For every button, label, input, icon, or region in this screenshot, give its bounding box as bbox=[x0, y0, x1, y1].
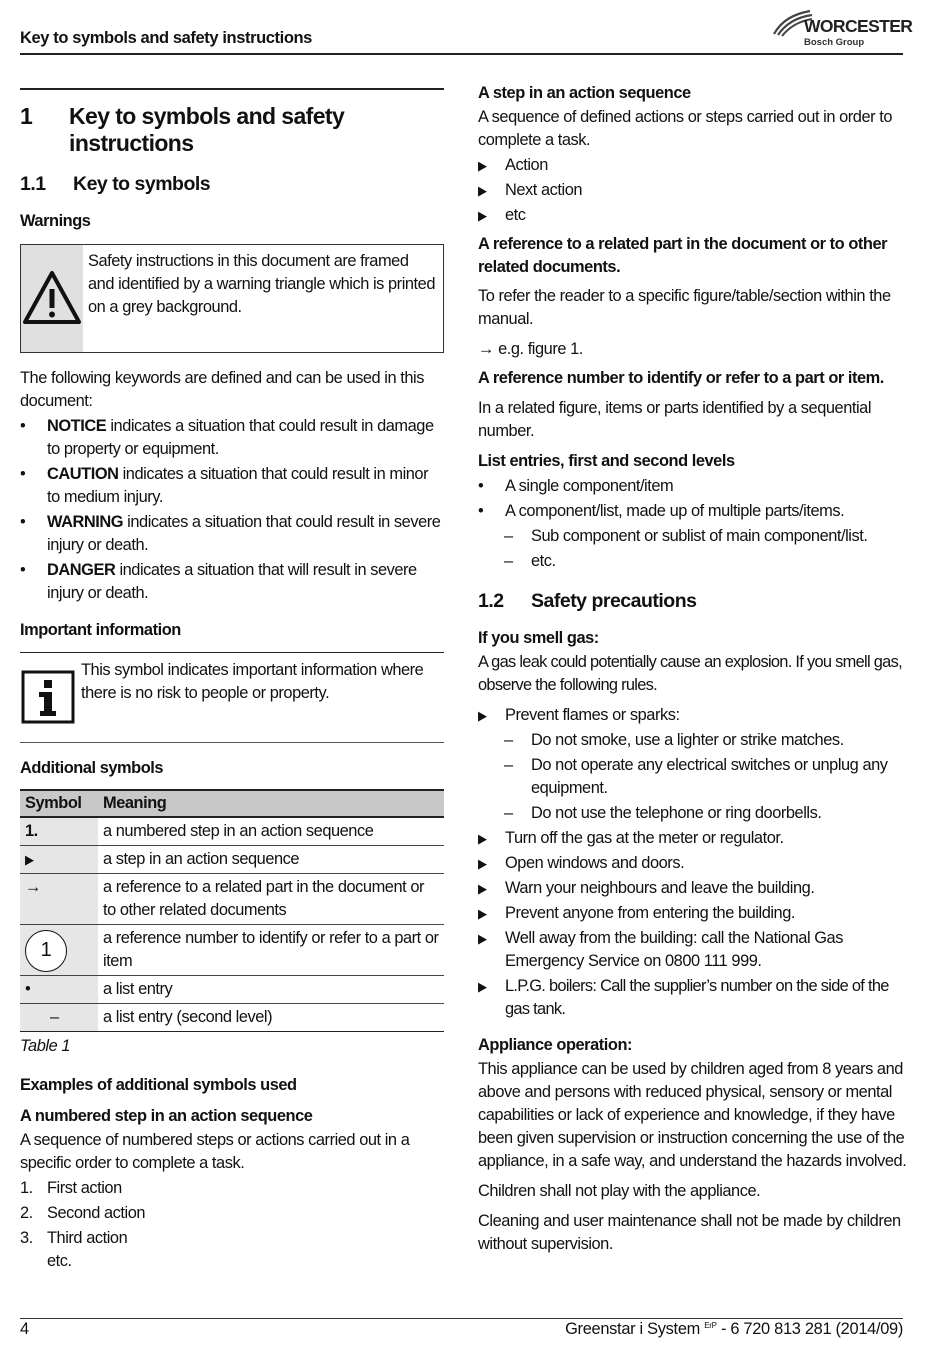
additional-symbols-heading: Additional symbols bbox=[20, 758, 164, 777]
running-header-title: Key to symbols and safety instructions bbox=[20, 29, 312, 47]
appliance-paragraph-3: Cleaning and user maintenance shall not be made by children without supervision. bbox=[478, 1212, 901, 1253]
keyword-desc: indicates a situation that could result in minor to medium injury. bbox=[47, 464, 429, 506]
keywords-intro: The following keywords are defined and can be used in this document: bbox=[20, 368, 424, 410]
step-list-item bbox=[478, 204, 908, 227]
step-list bbox=[478, 154, 908, 227]
step-heading: A step in an action sequence bbox=[478, 84, 691, 102]
list-item-text: Do not smoke, use a lighter or strike matches. bbox=[531, 731, 844, 749]
section-title: Key to symbols and safety instructions bbox=[69, 102, 345, 156]
list-bullet: • bbox=[20, 416, 26, 435]
table-cell-symbol: 1. bbox=[20, 817, 98, 846]
list-dash: – bbox=[504, 552, 513, 570]
list-item-text: Turn off the gas at the meter or regulator. bbox=[505, 829, 784, 847]
list-item-text: Prevent flames or sparks: bbox=[505, 706, 680, 724]
smell-gas-desc: A gas leak could potentially cause an explosion. If you smell gas, observe the following rules. bbox=[478, 653, 902, 694]
subsection-number: 1.1 bbox=[20, 172, 46, 195]
table-cell-meaning: a reference number to identify or refer to a part or item bbox=[98, 924, 444, 975]
numbered-list bbox=[20, 1177, 444, 1273]
numbered-step-heading: A numbered step in an action sequence bbox=[20, 1106, 313, 1125]
keyword-term: CAUTION bbox=[47, 464, 119, 483]
sublist-item bbox=[478, 525, 908, 548]
table-cell-symbol: ▶ bbox=[20, 845, 98, 873]
reference-heading: A reference to a related part in the document or to other related documents. bbox=[478, 235, 888, 276]
table-header-meaning: Meaning bbox=[98, 790, 444, 817]
list-item-text: Action bbox=[505, 156, 548, 174]
table-row bbox=[20, 873, 444, 924]
list-item bbox=[478, 475, 908, 498]
numbered-list-item bbox=[20, 1177, 444, 1200]
warning-box-text: Safety instructions in this document are framed and identified by a warning triangle which is printed on a grey background. bbox=[88, 251, 435, 316]
keyword-term: WARNING bbox=[47, 512, 124, 531]
table-cell-symbol: • bbox=[20, 975, 98, 1003]
logo-subtitle: Bosch Group bbox=[804, 37, 865, 48]
reference-example bbox=[478, 338, 908, 361]
numbered-step-desc: A sequence of numbered steps or actions carried out in a specific order to complete a task. bbox=[20, 1130, 410, 1172]
gas-rules-list bbox=[478, 704, 908, 1021]
reference-desc: To refer the reader to a specific figure/table/section within the manual. bbox=[478, 287, 891, 328]
arrow-marker-icon: ▶ bbox=[478, 158, 487, 173]
gas-rule-item bbox=[478, 975, 908, 1021]
subsection-title: Key to symbols bbox=[73, 172, 211, 195]
symbols-table bbox=[20, 789, 444, 1032]
examples-heading: Examples of additional symbols used bbox=[20, 1075, 297, 1094]
list-bullet: • bbox=[20, 512, 26, 531]
list-item-text: etc. bbox=[531, 552, 556, 570]
list-item-text: etc. bbox=[47, 1251, 72, 1270]
arrow-marker-icon: ▶ bbox=[478, 856, 487, 871]
table-caption: Table 1 bbox=[20, 1036, 71, 1055]
list-item-text: L.P.G. boilers: Call the supplier’s number on the side of the gas tank. bbox=[505, 977, 889, 1018]
info-box-text: This symbol indicates important information where there is no risk to people or property. bbox=[81, 660, 424, 702]
list-item-text: Next action bbox=[505, 181, 583, 199]
gas-rule-item bbox=[478, 852, 908, 875]
keyword-term: DANGER bbox=[47, 560, 116, 579]
subsection-number: 1.2 bbox=[478, 590, 504, 612]
appliance-paragraph-2: Children shall not play with the appliance. bbox=[478, 1182, 761, 1200]
list-item-text: Well away from the building: call the National Gas Emergency Service on 0800 111 999. bbox=[505, 929, 843, 970]
table-cell-meaning: a step in an action sequence bbox=[98, 845, 444, 873]
subsection-heading-1-1 bbox=[20, 173, 444, 196]
list-item-text: A component/list, made up of multiple parts/items. bbox=[505, 502, 845, 520]
list-entries bbox=[478, 475, 908, 573]
list-bullet: • bbox=[478, 477, 484, 495]
list-bullet: • bbox=[478, 502, 484, 520]
arrow-marker-icon: ▶ bbox=[478, 906, 487, 921]
table-row bbox=[20, 845, 444, 873]
table-header-symbol: Symbol bbox=[20, 790, 98, 817]
appliance-operation-heading: Appliance operation: bbox=[478, 1036, 633, 1054]
info-icon-cell bbox=[20, 653, 76, 742]
worcester-logo bbox=[770, 6, 913, 52]
important-info-heading: Important information bbox=[20, 620, 181, 639]
gas-rule-item bbox=[478, 927, 908, 973]
table-row bbox=[20, 924, 444, 975]
list-item-text: First action bbox=[47, 1178, 122, 1197]
gas-rule-item bbox=[478, 827, 908, 850]
keyword-item-warning bbox=[20, 511, 444, 557]
table-cell-meaning: a list entry bbox=[98, 975, 444, 1003]
step-list-item bbox=[478, 154, 908, 177]
list-item-text: Do not operate any electrical switches or unplug any equipment. bbox=[531, 756, 888, 797]
list-item-text: etc bbox=[505, 206, 526, 224]
warning-box bbox=[20, 244, 444, 353]
reference-arrow-icon: → bbox=[478, 340, 494, 358]
arrow-marker-icon: ▶ bbox=[478, 183, 487, 198]
list-bullet: • bbox=[20, 464, 26, 483]
arrow-marker-icon: ▶ bbox=[478, 708, 487, 723]
arrow-marker-icon: ▶ bbox=[478, 208, 487, 223]
table-header-row bbox=[20, 790, 444, 817]
step-desc: A sequence of defined actions or steps carried out in order to complete a task. bbox=[478, 108, 893, 149]
arrow-marker-icon: ▶ bbox=[478, 979, 487, 994]
table-row bbox=[20, 817, 444, 846]
numbered-list-item bbox=[20, 1227, 444, 1250]
keyword-term: NOTICE bbox=[47, 416, 107, 435]
reference-example-text: e.g. figure 1. bbox=[498, 340, 583, 358]
list-bullet: • bbox=[20, 560, 26, 579]
ref-number-desc: In a related figure, items or parts identified by a sequential number. bbox=[478, 399, 872, 440]
list-item-text: Third action bbox=[47, 1228, 128, 1247]
list-item-text: Open windows and doors. bbox=[505, 854, 685, 872]
list-item-text: A single component/item bbox=[505, 477, 674, 495]
table-cell-symbol bbox=[20, 924, 98, 975]
list-item-text: Prevent anyone from entering the building. bbox=[505, 904, 795, 922]
table-cell-symbol: → bbox=[20, 873, 98, 924]
arrow-marker-icon: ▶ bbox=[478, 831, 487, 846]
list-number: 1. bbox=[20, 1178, 33, 1197]
table-cell-symbol: – bbox=[20, 1003, 98, 1031]
right-column bbox=[478, 82, 908, 1256]
table-row bbox=[20, 975, 444, 1003]
doc-code: - 6 720 813 281 (2014/09) bbox=[716, 1320, 903, 1338]
appliance-paragraph-1: This appliance can be used by children aged from 8 years and above and persons with reduced physical, sensory or mental capabilities or lack of experience and knowledge, if they have been given supervision or instruction concerning the use of the appliance, in a safe way, and understand the hazards involved. bbox=[478, 1060, 907, 1170]
footer-divider bbox=[20, 1318, 903, 1319]
reference-number-circle-icon: 1 bbox=[25, 930, 67, 972]
logo-wordmark: WORCESTER bbox=[804, 16, 913, 36]
list-number: 2. bbox=[20, 1203, 33, 1222]
list-dash: – bbox=[504, 756, 513, 774]
list-item bbox=[478, 500, 908, 523]
table-cell-meaning: a list entry (second level) bbox=[98, 1003, 444, 1031]
gas-rule-item bbox=[478, 704, 908, 727]
keyword-item-caution bbox=[20, 463, 444, 509]
list-dash: – bbox=[504, 804, 513, 822]
gas-rule-subitem bbox=[478, 802, 908, 825]
list-entries-heading: List entries, first and second levels bbox=[478, 452, 735, 470]
list-dash: – bbox=[504, 527, 513, 545]
step-list-item bbox=[478, 179, 908, 202]
ref-number-heading: A reference number to identify or refer to a part or item. bbox=[478, 369, 884, 387]
section-top-rule bbox=[20, 88, 444, 90]
list-item-text: Sub component or sublist of main component/list. bbox=[531, 527, 868, 545]
gas-rule-subitem bbox=[478, 754, 908, 800]
info-box bbox=[20, 652, 444, 743]
header-divider bbox=[20, 53, 903, 55]
page-number: 4 bbox=[20, 1320, 30, 1338]
numbered-list-item bbox=[20, 1250, 444, 1273]
list-dash: – bbox=[504, 731, 513, 749]
left-column bbox=[20, 88, 444, 1273]
keyword-desc: indicates a situation that will result in severe injury or death. bbox=[47, 560, 417, 602]
gas-rule-subitem bbox=[478, 729, 908, 752]
table-cell-meaning: a reference to a related part in the document or to other related documents bbox=[98, 873, 444, 924]
numbered-list-item bbox=[20, 1202, 444, 1225]
subsection-title: Safety precautions bbox=[531, 590, 697, 612]
arrow-marker-icon: ▶ bbox=[478, 931, 487, 946]
doc-name: Greenstar i System bbox=[565, 1320, 700, 1338]
list-item-text: Second action bbox=[47, 1203, 146, 1222]
doc-erp-superscript: ErP bbox=[704, 1321, 717, 1330]
info-icon bbox=[20, 669, 76, 725]
list-number: 3. bbox=[20, 1228, 33, 1247]
arrow-marker-icon: ▶ bbox=[478, 881, 487, 896]
keywords-list bbox=[20, 415, 444, 605]
warning-triangle-icon bbox=[21, 269, 83, 327]
list-item-text: Warn your neighbours and leave the building. bbox=[505, 879, 815, 897]
warning-icon-cell bbox=[21, 245, 83, 352]
warnings-heading: Warnings bbox=[20, 211, 91, 230]
subsection-heading-1-2 bbox=[478, 590, 908, 613]
keyword-desc: indicates a situation that could result in severe injury or death. bbox=[47, 512, 441, 554]
gas-rule-item bbox=[478, 877, 908, 900]
sublist-item bbox=[478, 550, 908, 573]
section-heading-1 bbox=[20, 103, 444, 157]
keyword-desc: indicates a situation that could result in damage to property or equipment. bbox=[47, 416, 434, 458]
list-item-text: Do not use the telephone or ring doorbells. bbox=[531, 804, 822, 822]
table-cell-meaning: a numbered step in an action sequence bbox=[98, 817, 444, 846]
keyword-item-danger bbox=[20, 559, 444, 605]
section-number: 1 bbox=[20, 102, 33, 129]
gas-rule-item bbox=[478, 902, 908, 925]
footer-document-id bbox=[565, 1320, 903, 1339]
table-row bbox=[20, 1003, 444, 1031]
keyword-item-notice bbox=[20, 415, 444, 461]
smell-gas-heading: If you smell gas: bbox=[478, 629, 599, 647]
